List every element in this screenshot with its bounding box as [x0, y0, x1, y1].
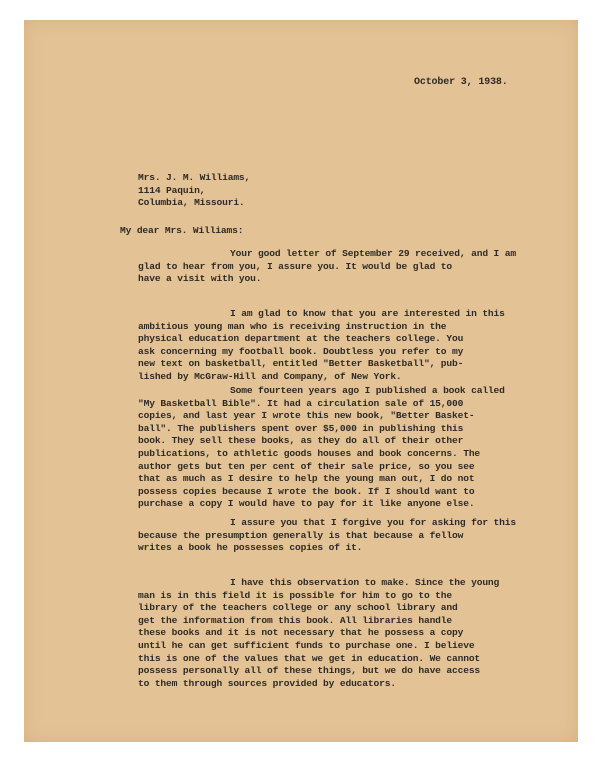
recipient-address	[138, 172, 250, 210]
paragraph-line: because the presumption generally is that because a fellow	[138, 529, 464, 541]
paragraph-line: lished by McGraw-Hill and Company, of New York.	[138, 370, 402, 382]
paragraph-1	[138, 248, 516, 286]
paragraph-line: ball". The publishers spent over $5,000 in publishing this	[138, 422, 464, 434]
paragraph-line: physical education department at the teachers college. You	[138, 333, 464, 345]
paragraph-line: glad to hear from you, I assure you. It would be glad to	[138, 260, 453, 272]
paragraph-3	[138, 385, 504, 511]
paragraph-line: get the information from this book. All libraries handle	[138, 614, 453, 626]
paragraph-5	[138, 577, 504, 690]
paragraph-line: this is one of the values that we get in education. We cannot	[138, 652, 481, 664]
paragraph-line: ambitious young man who is receiving instruction in the	[138, 320, 447, 332]
paragraph-line: publications, to athletic goods houses and book concerns. The	[138, 447, 481, 459]
salutation: My dear Mrs. Williams:	[120, 225, 244, 236]
address-line: Mrs. J. M. Williams,	[138, 172, 251, 183]
paragraph-line: ask concerning my football book. Doubtless you refer to my	[138, 345, 464, 357]
address-line: 1114 Paquin,	[138, 184, 206, 196]
paragraph-line: Some fourteen years ago I published a book called	[230, 385, 505, 396]
paragraph-line: possess copies because I wrote the book. If I should want to	[138, 485, 475, 497]
paragraph-line: author gets but ten per cent of their sale price, so you see	[138, 460, 475, 472]
paragraph-line: that as much as I desire to help the young man out, I do not	[138, 473, 475, 485]
paragraph-2	[138, 308, 504, 384]
paragraph-line: "My Basketball Bible". It had a circulation sale of 15,000	[138, 397, 464, 409]
paragraph-line: book. They sell these books, as they do all of their other	[138, 435, 464, 447]
paragraph-line: have a visit with you.	[138, 273, 262, 285]
paragraph-line: I have this observation to make. Since the young	[230, 577, 500, 588]
paragraph-line: purchase a copy I would have to pay for it like anyone else.	[138, 498, 475, 510]
paragraph-line: Your good letter of September 29 received, and I am	[230, 248, 516, 259]
paragraph-line: I am glad to know that you are interested in this	[230, 308, 505, 319]
paragraph-line: new text on basketball, entitled "Better Basketball", pub-	[138, 358, 464, 370]
paragraph-line: I assure you that I forgive you for asking for this	[230, 517, 516, 528]
paragraph-line: to them through sources provided by educators.	[138, 677, 396, 689]
paragraph-line: until he can get sufficient funds to purchase one. I believe	[138, 639, 475, 651]
paragraph-line: copies, and last year I wrote this new book, "Better Basket-	[138, 410, 475, 422]
paragraph-line: man is in this field it is possible for him to go to the	[138, 589, 453, 601]
paragraph-line: writes a book he possesses copies of it.	[138, 542, 363, 554]
letter-date: October 3, 1938.	[414, 77, 508, 88]
address-line: Columbia, Missouri.	[138, 197, 245, 209]
paragraph-line: these books and it is not necessary that he possess a copy	[138, 627, 464, 639]
paragraph-4	[138, 517, 516, 555]
paragraph-line: possess personally all of these things, but we do have access	[138, 665, 481, 677]
letter-page	[24, 20, 578, 742]
paragraph-line: library of the teachers college or any school library and	[138, 602, 458, 614]
